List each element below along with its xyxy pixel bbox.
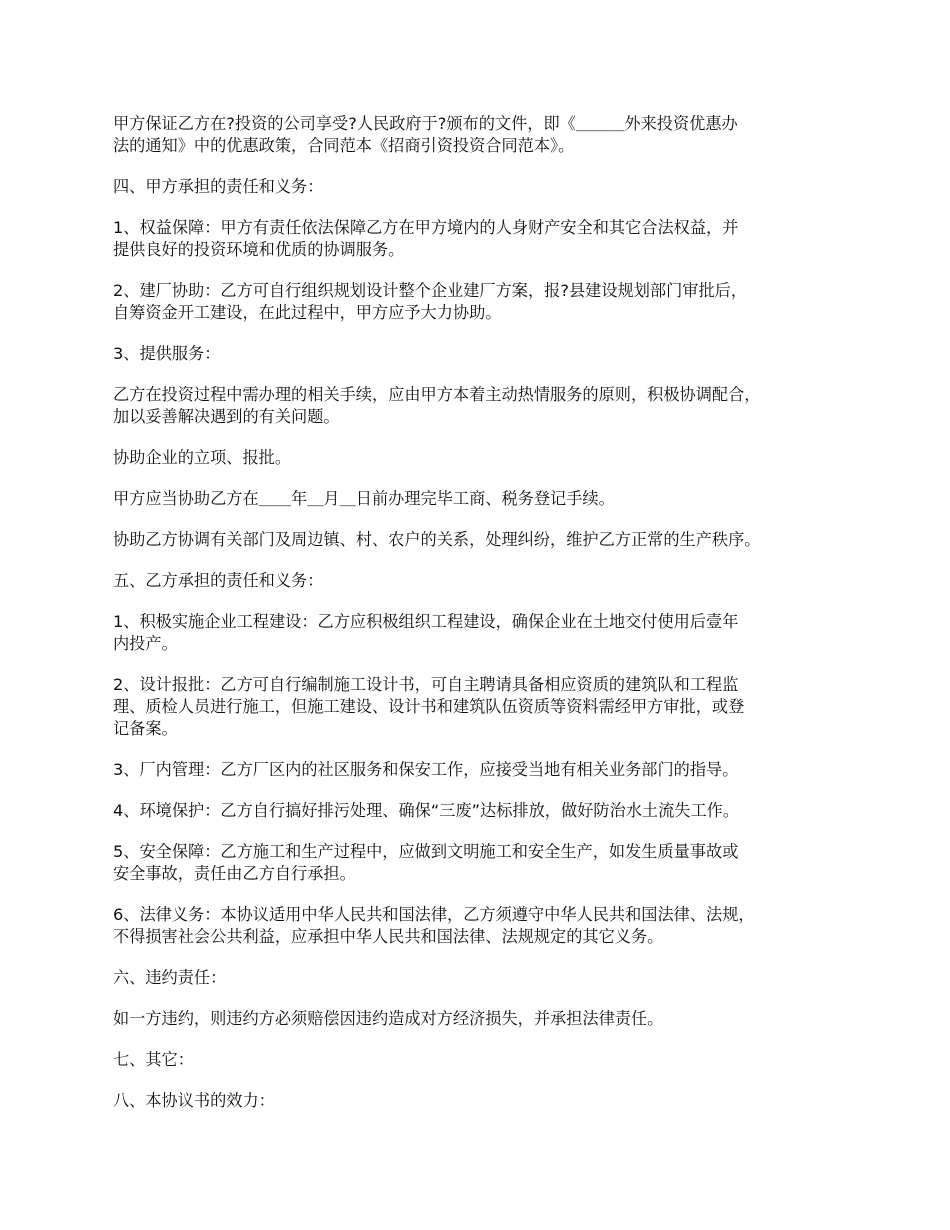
clause-construction: 1、积极实施企业工程建设：乙方应积极组织工程建设，确保企业在土地交付使用后壹年 内投产。 [113, 612, 739, 653]
clause-design-approval: 2、设计报批：乙方可自行编制施工设计书，可自主聘请具备相应资质的建筑队和工程监 理、质检人员进行施工，但施工建设、设计书和建筑队伍资质等资料需经甲方审批，或登 记备案。 [113, 675, 745, 738]
clause-safety: 5、安全保障：乙方施工和生产过程中，应做到文明施工和安全生产，如发生质量事故或 安全事故，责任由乙方自行承担。 [113, 842, 739, 883]
paragraph-registration-deadline: 甲方应当协助乙方在＿＿年＿月＿日前办理完毕工商、税务登记手续。 [113, 489, 615, 508]
paragraph-coordination: 协助乙方协调有关部门及周边镇、村、农户的关系，处理纠纷，维护乙方正常的生产秩序。 [113, 530, 761, 549]
clause-provide-services: 3、提供服务： [113, 344, 221, 363]
section-heading-breach-liability: 六、违约责任： [113, 968, 227, 987]
clause-environmental-protection: 4、环境保护：乙方自行搞好排污处理、确保“三废”达标排放，做好防治水土流失工作。 [113, 801, 740, 820]
paragraph-breach-compensation: 如一方违约，则违约方必须赔偿因违约造成对方经济损失，并承担法律责任。 [113, 1009, 664, 1028]
paragraph-preferential-policy: 甲方保证乙方在?投资的公司享受?人民政府于?颁布的文件，即《＿＿＿外来投资优惠办 法的通知》中的优惠政策，合同范本《招商引资投资合同范本》。 [113, 114, 738, 155]
section-heading-party-a-duties: 四、甲方承担的责任和义务： [113, 177, 324, 196]
section-heading-validity: 八、本协议书的效力： [113, 1091, 275, 1110]
document-body [113, 113, 858, 1131]
section-heading-party-b-duties: 五、乙方承担的责任和义务： [113, 571, 324, 590]
clause-factory-assistance: 2、建厂协助：乙方可自行组织规划设计整个企业建厂方案，报?县建设规划部门审批后， 自筹资金开工建设，在此过程中，甲方应予大力协助。 [113, 281, 748, 322]
clause-legal-obligations: 6、法律义务：本协议适用中华人民共和国法律，乙方须遵守中华人民共和国法律、法规， 不得损害社会公共利益，应承担中华人民共和国法律、法规规定的其它义务。 [113, 905, 755, 946]
paragraph-procedures: 乙方在投资过程中需办理的相关手续，应由甲方本着主动热情服务的原则，积极协调配合， 加以妥善解决遇到的有关问题。 [113, 385, 761, 426]
paragraph-project-approval: 协助企业的立项、报批。 [113, 448, 292, 467]
section-heading-other: 七、其它： [113, 1050, 194, 1069]
clause-rights-protection: 1、权益保障：甲方有责任依法保障乙方在甲方境内的人身财产安全和其它合法权益，并 提供良好的投资环境和优质的协调服务。 [113, 218, 739, 259]
clause-factory-management: 3、厂内管理：乙方厂区内的社区服务和保安工作，应接受当地有相关业务部门的指导。 [113, 760, 739, 779]
